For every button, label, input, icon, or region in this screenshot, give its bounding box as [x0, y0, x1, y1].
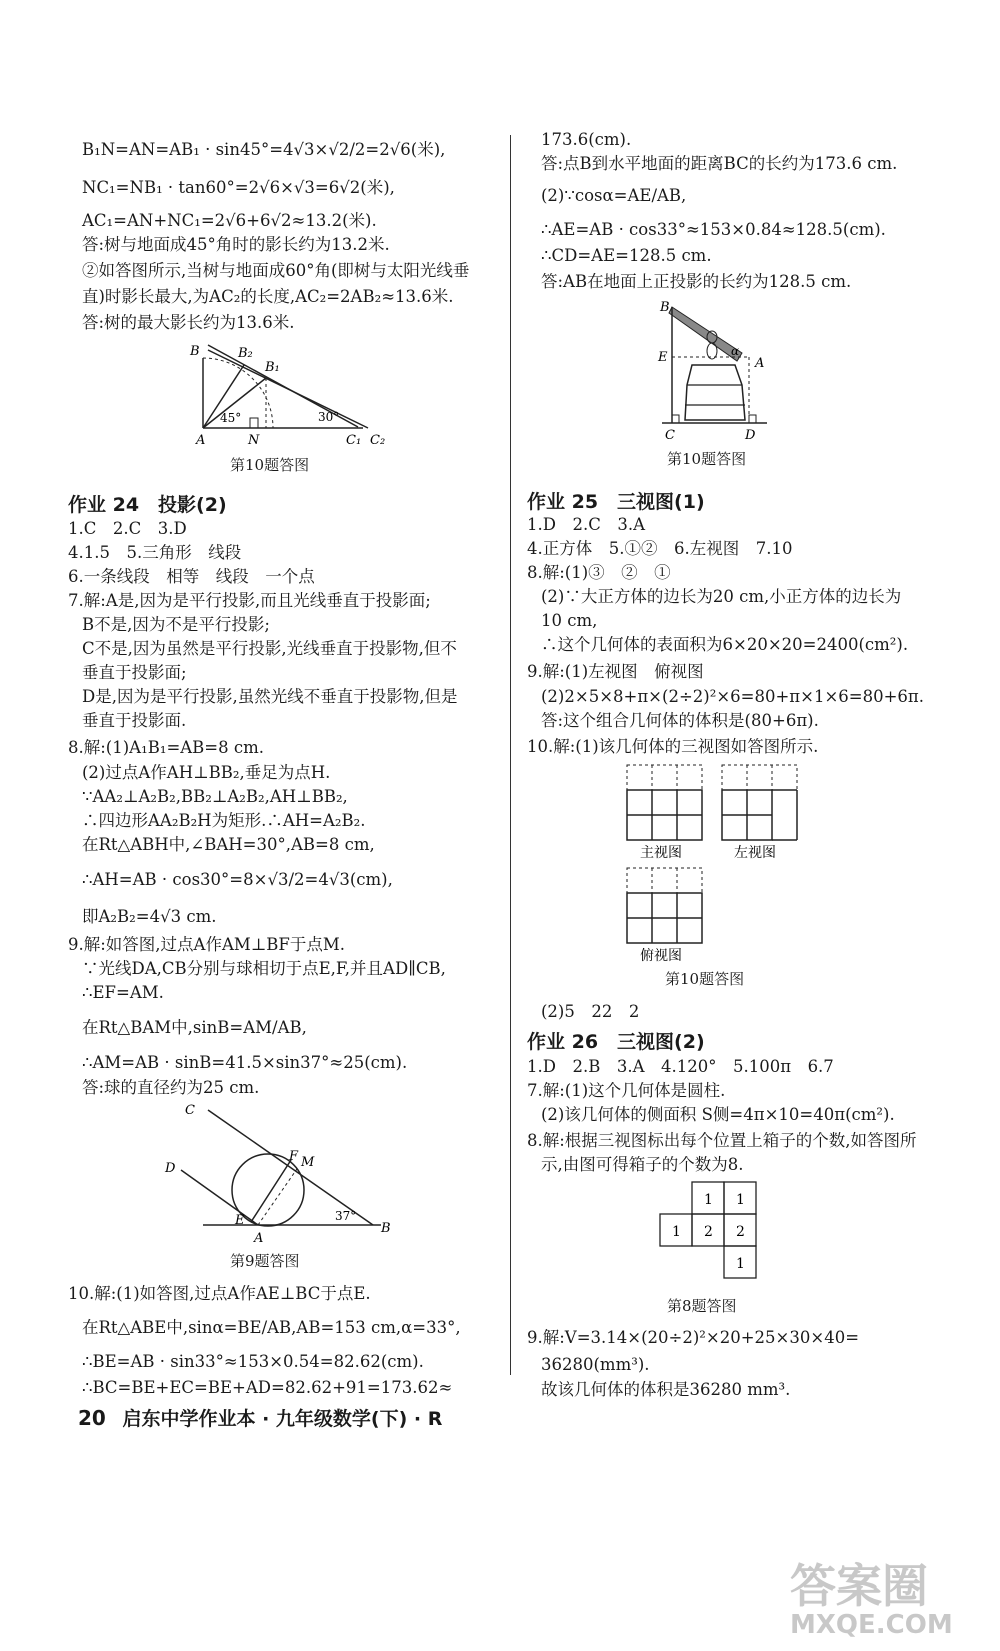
text-line: ②如答图所示,当树与地面成60°角(即树与太阳光线垂 [82, 261, 470, 280]
footer-title: 启东中学作业本 · 九年级数学(下) · R [122, 1408, 443, 1430]
fig-label: α [731, 344, 740, 358]
text-line: B₁N=AN=AB₁ · sin45°=4√3×√2/2=2√6(米), [82, 140, 446, 159]
text-line: 直)时影长最大,为AC₂的长度,AC₂=2AB₂≈13.6米. [82, 287, 454, 306]
text-line: 173.6(cm). [541, 130, 632, 149]
fig-label: N [248, 433, 260, 448]
fig-label: D [165, 1161, 176, 1176]
fig-label: A [196, 433, 206, 448]
figure-caption: 第8题答图 [667, 1297, 737, 1315]
text-line: (2)该几何体的侧面积 S侧=4π×10=40π(cm²). [541, 1105, 895, 1124]
fig-label: E [658, 350, 668, 365]
main-view [627, 765, 702, 840]
grid-count: 1 [704, 1192, 713, 1208]
text-line: 8.解:根据三视图标出每个位置上箱子的个数,如答图所 [527, 1131, 917, 1150]
fig-label: A [254, 1231, 264, 1245]
top-view-label: 俯视图 [640, 948, 682, 964]
text-line: ∴BE=AB · sin33°≈153×0.54=82.62(cm). [82, 1352, 424, 1371]
text-line: 10 cm, [541, 611, 598, 630]
text-line: AC₁=AN+NC₁=2√6+6√2≈13.2(米). [82, 211, 377, 230]
text-line: 即A₂B₂=4√3 cm. [82, 907, 217, 926]
text-line: 7.解:(1)这个几何体是圆柱. [527, 1081, 726, 1100]
text-line: 垂直于投影面. [82, 711, 187, 730]
fig-label: 30° [318, 410, 340, 424]
text-line: 6.一条线段 相等 线段 一个点 [68, 567, 315, 586]
text-line: 8.解:(1)A₁B₁=AB=8 cm. [68, 738, 265, 757]
fig-label: B [190, 344, 200, 359]
text-line: ∵AA₂⊥A₂B₂,BB₂⊥A₂B₂,AH⊥BB₂, [82, 787, 348, 806]
fig-label: 45° [220, 411, 242, 425]
text-line: 答:点B到水平地面的距离BC的长约为173.6 cm. [541, 154, 898, 173]
fig-label: 37° [335, 1209, 357, 1223]
text-line: 9.解:如答图,过点A作AM⊥BF于点M. [68, 935, 346, 954]
text-line: 8.解:(1)③ ② ① [527, 563, 671, 582]
fig-label: A [755, 356, 765, 371]
text-line: 4.1.5 5.三角形 线段 [68, 543, 242, 562]
text-line: ∴BC=BE+EC=BE+AD=82.62+91=173.62≈ [82, 1378, 453, 1397]
text-line: D是,因为是平行投影,虽然光线不垂直于投影物,但是 [82, 687, 458, 706]
fig-label: B [381, 1221, 391, 1236]
text-line: 4.正方体 5.①② 6.左视图 7.10 [527, 539, 793, 558]
text-line: ∵光线DA,CB分别与球相切于点E,F,并且AD∥CB, [82, 959, 446, 978]
fig-label: C [185, 1103, 195, 1118]
text-line: 36280(mm³). [541, 1355, 650, 1374]
fig-label: C₂ [370, 433, 386, 448]
text-line: 1.C 2.C 3.D [68, 519, 187, 538]
text-line: (2)∵大正方体的边长为20 cm,小正方体的边长为 [541, 587, 902, 606]
text-line: (2)5 22 2 [541, 1002, 640, 1021]
top-view [627, 868, 702, 943]
text-line: 9.解:(1)左视图 俯视图 [527, 662, 704, 681]
text-line: ∴EF=AM. [82, 983, 164, 1002]
figure-caption: 第10题答图 [230, 456, 310, 474]
fig-label: C₁ [346, 433, 362, 448]
text-line: (2)2×5×8+π×(2÷2)²×6=80+π×1×6=80+6π. [541, 687, 925, 706]
text-line: 示,由图可得箱子的个数为8. [541, 1155, 744, 1174]
text-line: ∴CD=AE=128.5 cm. [541, 246, 712, 265]
text-line: ∴四边形AA₂B₂H为矩形.∴AH=A₂B₂. [82, 811, 366, 830]
text-line: 9.解:V=3.14×(20÷2)²×20+25×30×40= [527, 1328, 860, 1347]
fig-label: B₂ [238, 346, 253, 361]
text-line: B不是,因为不是平行投影; [82, 615, 270, 634]
text-line: ∴AM=AB · sinB=41.5×sin37°≈25(cm). [82, 1053, 408, 1072]
three-views-figure [622, 760, 852, 970]
text-line: ∴这个几何体的表面积为6×20×20=2400(cm²). [541, 635, 909, 654]
page-footer [78, 1404, 442, 1431]
text-line: 答:AB在地面上正投影的长约为128.5 cm. [541, 272, 852, 291]
column-divider [510, 135, 511, 1375]
figure-caption: 第10题答图 [665, 970, 745, 988]
watermark-logo: 答案圈 [790, 1559, 928, 1613]
text-line: 答:这个组合几何体的体积是(80+6π). [541, 711, 819, 730]
watermark-url: MXQE.COM [790, 1610, 953, 1640]
section-title: 作业 26 三视图(2) [527, 1031, 705, 1053]
text-line: NC₁=NB₁ · tan60°=2√6×√3=6√2(米), [82, 178, 395, 197]
tree-shadow-figure [188, 340, 428, 450]
left-view [722, 765, 797, 840]
text-line: C不是,因为虽然是平行投影,光线垂直于投影物,但不 [82, 639, 457, 658]
section-title: 作业 25 三视图(1) [527, 491, 705, 513]
left-view-label: 左视图 [734, 845, 776, 861]
grid-count: 2 [736, 1224, 745, 1240]
text-line: 10.解:(1)该几何体的三视图如答图所示. [527, 737, 819, 756]
figure-caption: 第10题答图 [667, 450, 747, 468]
text-line: ∴AH=AB · cos30°=8×√3/2=4√3(cm), [82, 870, 393, 889]
text-line: 在Rt△ABE中,sinα=BE/AB,AB=153 cm,α=33°, [82, 1318, 461, 1337]
section-title: 作业 24 投影(2) [68, 494, 227, 516]
text-line: 答:球的直径约为25 cm. [82, 1078, 260, 1097]
text-line: 故该几何体的体积是36280 mm³. [541, 1380, 791, 1399]
grid-count: 2 [704, 1224, 713, 1240]
page-number: 20 [78, 1406, 106, 1430]
main-view-label: 主视图 [640, 845, 682, 861]
fig-label: F [289, 1149, 299, 1164]
fig-label: C [665, 428, 675, 443]
box-count-grid [657, 1180, 787, 1290]
fig-label: M [301, 1155, 315, 1170]
text-line: 1.D 2.B 3.A 4.120° 5.100π 6.7 [527, 1057, 834, 1076]
text-line: ∴AE=AB · cos33°≈153×0.84≈128.5(cm). [541, 220, 886, 239]
fig-label: B₁ [265, 360, 280, 375]
fig-label: E [235, 1213, 245, 1228]
text-line: 7.解:A是,因为是平行投影,而且光线垂直于投影面; [68, 591, 431, 610]
text-line: (2)过点A作AH⊥BB₂,垂足为点H. [82, 763, 331, 782]
text-line: 答:树的最大影长约为13.6米. [82, 313, 295, 332]
grid-count: 1 [736, 1192, 745, 1208]
ball-tangent-figure [163, 1100, 463, 1245]
grid-count: 1 [736, 1256, 745, 1272]
text-line: 10.解:(1)如答图,过点A作AE⊥BC于点E. [68, 1284, 371, 1303]
text-line: 在Rt△BAM中,sinB=AM/AB, [82, 1018, 307, 1037]
text-line: 1.D 2.C 3.A [527, 515, 645, 534]
text-line: 在Rt△ABH中,∠BAH=30°,AB=8 cm, [82, 835, 375, 854]
grid-count: 1 [672, 1224, 681, 1240]
text-line: 垂直于投影面; [82, 663, 187, 682]
text-line: (2)∵cosα=AE/AB, [541, 186, 687, 205]
lamp-projection-figure [657, 295, 797, 445]
figure-caption: 第9题答图 [230, 1252, 300, 1270]
fig-label: B [660, 300, 670, 315]
fig-label: D [745, 428, 756, 443]
text-line: 答:树与地面成45°角时的影长约为13.2米. [82, 235, 390, 254]
